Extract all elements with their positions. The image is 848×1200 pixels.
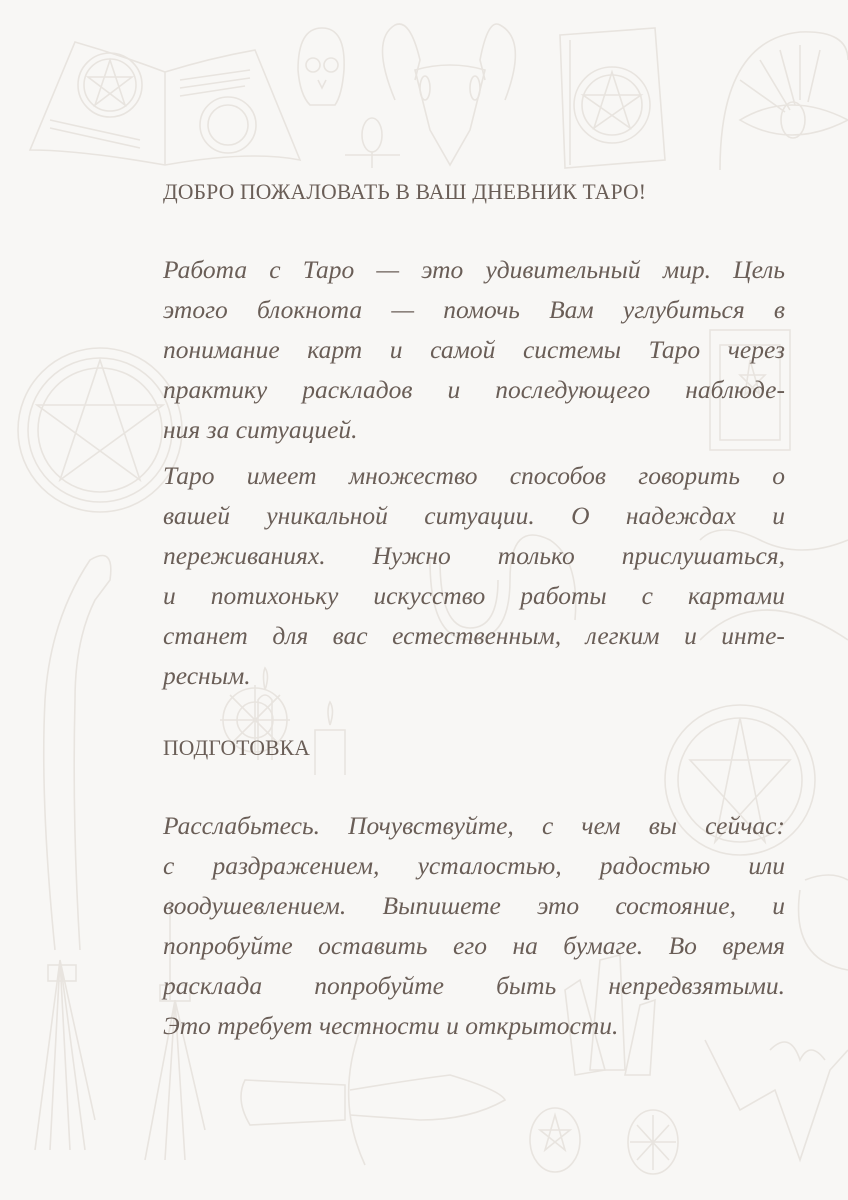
paragraph-line: Это требует честности и открытости.: [163, 1011, 619, 1040]
paragraph-line: расклада попробуйте быть непредвзятыми.: [163, 971, 785, 1000]
ankh-icon: [345, 118, 400, 168]
paragraph-line: Работа с Таро — это удивительный мир. Цель: [163, 255, 785, 284]
paragraph-line: практику раскладов и последующего наблюде-: [163, 375, 785, 404]
paragraph-line: переживаниях. Нужно только прислушаться,: [163, 541, 785, 570]
paragraph-line: вашей уникальной ситуации. О надеждах и: [163, 501, 785, 530]
cauldron-icon: [799, 875, 848, 970]
skull-icon: [298, 28, 344, 105]
bat-icon: [705, 1040, 848, 1160]
welcome-heading: ДОБРО ПОЖАЛОВАТЬ В ВАШ ДНЕВНИК ТАРО!: [163, 179, 647, 204]
paragraph-line: ресным.: [163, 661, 251, 690]
paragraph-line: Таро имеет множество способов говорить о: [163, 461, 785, 490]
paragraph-line: станет для вас естественным, легким и инте-: [163, 621, 785, 650]
paragraph-line: ния за ситуацией.: [163, 415, 358, 444]
paragraph-line: Расслабьтесь. Почувствуйте, с чем вы сейчас:: [163, 811, 785, 840]
paragraph-line: воодушевлением. Выпишете это состояние, и: [163, 891, 785, 920]
open-spellbook-icon: [30, 42, 300, 165]
paragraph-line: и потихоньку искусство работы с картами: [163, 581, 785, 610]
paragraph-line: этого блокнота — помочь Вам углубиться в: [163, 295, 785, 324]
tarot-journal-intro-page: [163, 172, 785, 1046]
paragraph-line: попробуйте оставить его на бумаге. Во время: [163, 931, 785, 960]
paragraph-line: с раздражением, усталостью, радостью или: [163, 851, 785, 880]
intro-paragraph-1: [163, 250, 785, 450]
preparation-paragraph: [163, 806, 785, 1046]
pentacle-coin-icon: [530, 1108, 678, 1174]
paragraph-line: понимание карт и самой системы Таро через: [163, 335, 785, 364]
pentagram-circle-icon: [18, 348, 182, 512]
staff-icon: [44, 556, 111, 951]
dagger-icon: [241, 1030, 505, 1165]
intro-paragraph-2: [163, 456, 785, 696]
preparation-heading: ПОДГОТОВКА: [163, 735, 311, 760]
pentacle-book-icon: [560, 28, 665, 168]
all-seeing-eye-icon: [720, 32, 848, 170]
ram-skull-icon: [383, 24, 516, 165]
